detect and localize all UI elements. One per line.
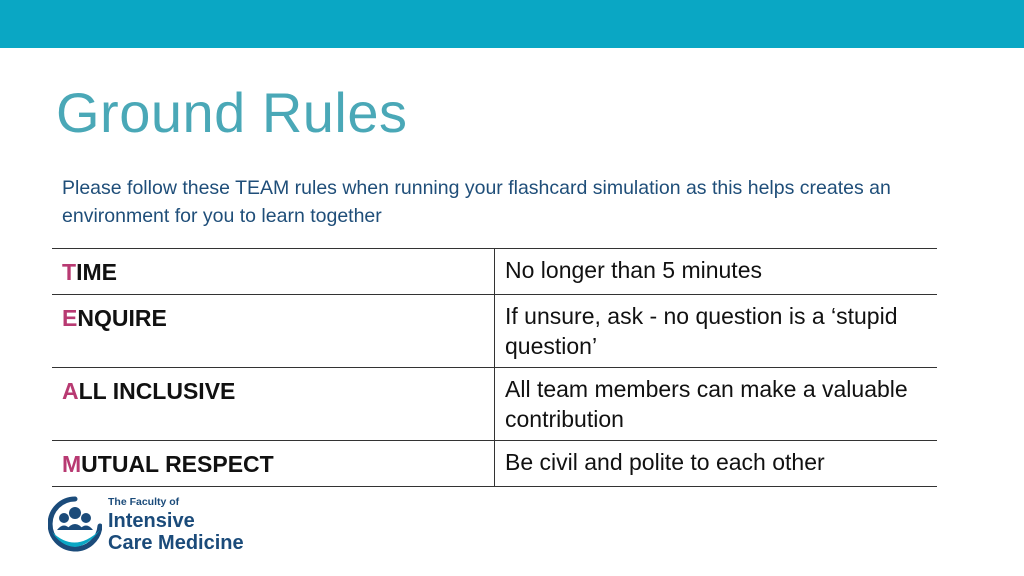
- rule-term-rest: UTUAL RESPECT: [81, 451, 274, 477]
- rule-initial: T: [62, 259, 77, 285]
- rules-table: [52, 248, 937, 487]
- rule-description: No longer than 5 minutes: [495, 249, 938, 295]
- rule-initial: E: [62, 305, 78, 331]
- rule-term: [52, 368, 495, 441]
- rule-description: All team members can make a valuable contribution: [495, 368, 938, 441]
- top-banner: [0, 0, 1024, 48]
- rule-term: [52, 295, 495, 368]
- intro-text: Please follow these TEAM rules when running your flashcard simulation as this helps creates an environment for you to learn together: [62, 177, 891, 227]
- rule-description: If unsure, ask - no question is a ‘stupid question’: [495, 295, 938, 368]
- rule-term-rest: IME: [76, 259, 117, 285]
- table-row: [52, 368, 937, 441]
- faculty-logo-icon: [48, 496, 102, 552]
- rule-initial: M: [62, 451, 82, 477]
- table-row: [52, 249, 937, 295]
- rule-initial: A: [62, 378, 79, 404]
- rule-term: [52, 441, 495, 487]
- rule-term: [52, 249, 495, 295]
- ficm-logo: [48, 494, 278, 558]
- logo-text-line2: Care Medicine: [108, 532, 244, 554]
- rule-description: Be civil and polite to each other: [495, 441, 938, 487]
- table-row: [52, 441, 937, 487]
- logo-text-small: The Faculty of: [108, 496, 180, 508]
- rule-term-rest: NQUIRE: [77, 305, 167, 331]
- page-title: Ground Rules: [56, 81, 408, 144]
- logo-text-line1: Intensive: [108, 510, 195, 532]
- table-row: [52, 295, 937, 368]
- rule-term-rest: LL INCLUSIVE: [78, 378, 236, 404]
